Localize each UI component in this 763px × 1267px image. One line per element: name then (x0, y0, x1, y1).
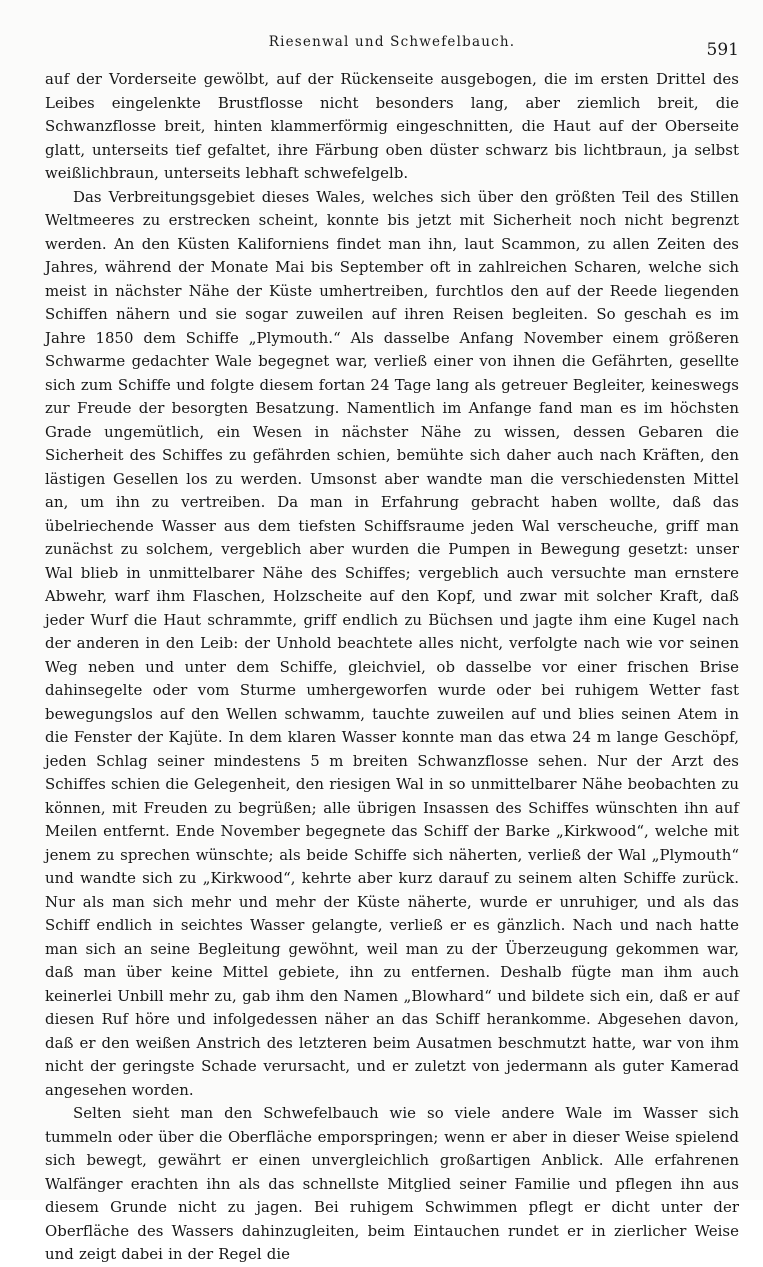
running-head: Riesenwal und Schwefelbauch. (268, 34, 516, 50)
paragraph-intro-continuation: auf der Vorderseite gewölbt, auf der Rückenseite ausgebogen, die im ersten Drittel des Leibes eingelenkte Brustflosse nicht besonders lang, aber ziemlich breit, die Schwanzflosse breit, hinten klammerförmig eingeschnitten, die Haut auf der Oberseite glatt, unterseits tief gefaltet, ihre Färbung oben düster schwarz bis lichtbraun, ja selbst weißlichbraun, unterseits lebhaft schwefelgelb. (45, 70, 739, 182)
paragraph-behavior: Selten sieht man den Schwefelbauch wie so viele andere Wale im Wasser sich tummeln oder über die Oberfläche emporspringen; wenn er aber in dieser Weise spielend sich bewegt, gewährt er einen unvergleichlich großartigen Anblick. Alle erfahrenen Walfänger erachten ihn als das schnellste Mitglied seiner Familie und pflegen ihn aus diesem Grunde nicht zu jagen. Bei ruhigem Schwimmen pflegt er dicht unter der Oberfläche des Wassers dahinzugleiten, beim Eintauchen rundet er in zierlicher Weise und zeigt dabei in der Regel die (45, 1104, 739, 1263)
page-number: 591 (706, 40, 739, 60)
page-header (45, 26, 739, 60)
paragraph-distribution: Das Verbreitungsgebiet dieses Wales, welches sich über den größten Teil des Stillen Weltmeeres zu erstrecken scheint, konnte bis jetzt mit Sicherheit noch nicht begrenzt werden. An den Küsten Kaliforniens findet man ihn, laut Scammon, zu allen Zeiten des Jahres, während der Monate Mai bis September oft in zahlreichen Scharen, welche sich meist in nächster Nähe der Küste umhertreiben, furchtlos den auf der Reede liegenden Schiffen nähern und sie sogar zuweilen auf ihren Reisen begleiten. So geschah es im Jahre 1850 dem Schiffe „Plymouth.“ Als dasselbe Anfang November einem größeren Schwarme gedachter Wale begegnet war, verließ einer von ihnen die Gefährten, gesellte sich zum Schiffe und folgte diesem fortan 24 Tage lang als getreuer Begleiter, keineswegs zur Freude der besorgten Besatzung. Namentlich im Anfange fand man es im höchsten Grade ungemütlich, ein Wesen in nächster Nähe zu wissen, dessen Gebaren die Sicherheit des Schiffes zu gefährden schien, bemühte sich daher auch nach Kräften, den lästigen Gesellen los zu werden. Umsonst aber wandte man die verschiedensten Mittel an, um ihn zu vertreiben. Da man in Erfahrung gebracht haben wollte, daß das übelriechende Wasser aus dem tiefsten Schiffsraume jeden Wal verscheuche, griff man zunächst zu solchem, vergeblich aber wurden die Pumpen in Bewegung gesetzt: unser Wal blieb in unmittelbarer Nähe des Schiffes; vergeblich auch versuchte man ernstere Abwehr, warf ihm Flaschen, Holzscheite auf den Kopf, und zwar mit solcher Kraft, daß jeder Wurf die Haut schrammte, griff endlich zu Büchsen und jagte ihm eine Kugel nach der anderen in den Leib: der Unhold beachtete alles nicht, verfolgte nach wie vor seinen Weg neben und unter dem Schiffe, gleichviel, ob dasselbe vor einer frischen Brise dahinsegelte oder vom Sturme umhergeworfen wurde oder bei ruhigem Wetter fast bewegungslos auf den Wellen schwamm, tauchte zuweilen auf und blies seinen Atem in die Fenster der Kajüte. In dem klaren Wasser konnte man das etwa 24 m lange Geschöpf, jeden Schlag seiner mindestens 5 m breiten Schwanzflosse sehen. Nur der Arzt des Schiffes schien die Gelegenheit, den riesigen Wal in so unmittelbarer Nähe beobachten zu können, mit Freuden zu begrüßen; alle übrigen Insassen des Schiffes wünschten ihn auf Meilen entfernt. Ende November begegnete das Schiff der Barke „Kirkwood“, welche mit jenem zu sprechen wünschte; als beide Schiffe sich näherten, verließ der Wal „Plymouth“ und wandte sich zu „Kirkwood“, kehrte aber kurz darauf zu seinem alten Schiffe zurück. Nur als man sich mehr und mehr der Küste näherte, wurde er unruhiger, und als das Schiff endlich in seichtes Wasser gelangte, verließ er es gänzlich. Nach und nach hatte man sich an seine Begleitung gewöhnt, weil man zu der Überzeugung gekommen war, daß man über keine Mittel gebiete, ihn zu entfernen. Deshalb fügte man ihm auch keinerlei Unbill mehr zu, gab ihm den Namen „Blowhard“ und bildete sich ein, daß er auf diesen Ruf höre und infolgedessen näher an das Schiff herankomme. Abgesehen davon, daß er den weißen Anstrich des letzteren beim Ausatmen beschmutzt hatte, war von ihm nicht der geringste Schade verursacht, und er zuletzt von jedermann als guter Kamerad angesehen worden. (45, 187, 739, 1099)
body-text (45, 68, 739, 1267)
